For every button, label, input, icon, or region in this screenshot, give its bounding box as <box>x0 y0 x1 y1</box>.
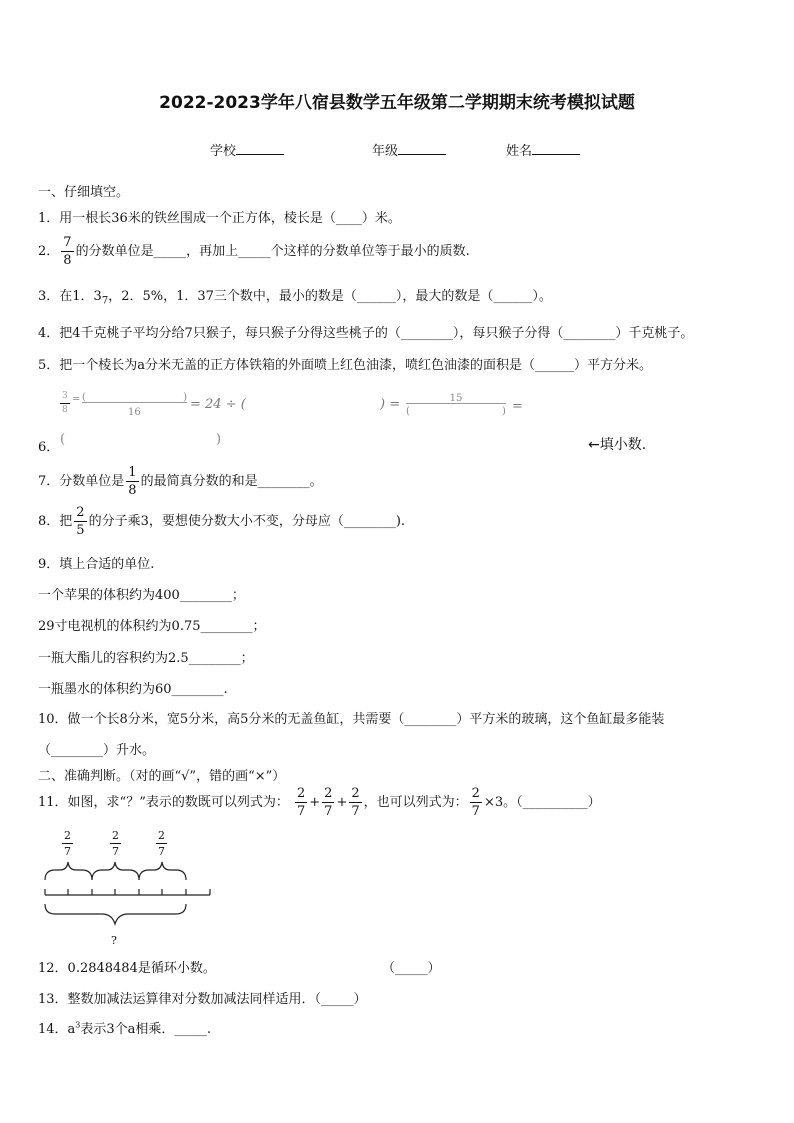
grade-field[interactable] <box>372 140 446 159</box>
fig-label-1: $\frac{2}{7}$ <box>64 829 71 858</box>
q6-eq2: = 24 ÷ ( <box>190 397 246 412</box>
question-1: 1．用一根长36米的铁丝围成一个正方体，棱长是（____）米。 <box>38 211 401 226</box>
question-12: 12．0.2848484是循环小数。 <box>38 961 216 976</box>
q6-rd-open: ( <box>406 406 410 417</box>
question-9d: 一瓶墨水的体积约为60________. <box>38 682 228 697</box>
q6-rd-close: ) <box>502 406 506 417</box>
number-line-figure <box>40 858 215 933</box>
brace-1 <box>45 862 92 880</box>
question-12-answer[interactable]: （_____） <box>382 961 441 976</box>
question-8: 8．把 $\frac{2}{5}$ 的分子乘3，要想使分数大小不变，分母应（________). <box>38 505 406 538</box>
q6-num-15: 15 <box>406 393 506 404</box>
page-title: 2022-2023学年八宿县数学五年级第二学期期末统考模拟试题 <box>159 93 635 113</box>
question-3: 3．在1．$3_7$，2．5%，1．37三个数中，最小的数是（______），最大的数是（______）。 <box>38 289 552 307</box>
fraction-7-8: $\frac{7}{8}$ <box>63 235 72 268</box>
fig-question-mark: ? <box>111 934 117 947</box>
q6-eq1: = <box>72 394 81 405</box>
question-11: 11．如图，求“？”表示的数既可以列式为： $\frac{2}{7}$ + $\frac{2}{7}$ + $\frac{2}{7}$ ，也可以列式为： $\frac{2}{7}$ ×3。（__________） <box>38 786 601 819</box>
question-10a: 10．做一个长8分米，宽5分米，高5分米的无盖鱼缸，共需要（________）平方米的玻璃，这个鱼缸最多能装 <box>38 712 665 727</box>
question-13: 13．整数加减法运算律对分数加减法同样适用．（_____） <box>38 992 367 1007</box>
name-label: 姓名 <box>506 144 533 159</box>
question-9a: 一个苹果的体积约为400________； <box>38 588 245 603</box>
question-9b: 29寸电视机的体积约为0.75________； <box>38 619 266 634</box>
q6-bottom-open[interactable]: ( <box>60 432 66 447</box>
brace-2 <box>92 862 139 880</box>
fig-label-3: $\frac{2}{7}$ <box>158 829 165 858</box>
school-field[interactable] <box>210 140 284 159</box>
q6-eq3: = <box>512 399 523 414</box>
q6-arrow-text: ←填小数. <box>588 437 647 453</box>
question-9c: 一瓶大酯儿的容积约为2.5________； <box>38 651 254 666</box>
question-14: 14．$a^3$表示3个a相乘．_____. <box>38 1020 212 1037</box>
q6-blank-fraction[interactable]: ( ) <box>82 392 187 403</box>
question-4: 4．把4千克桃子平均分给7只猴子，每只猴子分得这些桃子的（________），每只猴子分得（________）千克桃子。 <box>38 326 694 341</box>
bottom-brace <box>45 904 186 924</box>
question-10b: （________）升水。 <box>38 743 156 758</box>
section-2-heading: 二、准确判断。（对的画“√”，错的画“×”） <box>38 769 286 784</box>
question-9: 9．填上合适的单位. <box>38 557 155 572</box>
school-label: 学校 <box>210 144 237 159</box>
section-1-heading: 一、仔细填空。 <box>38 185 130 200</box>
q6-den-16: 16 <box>128 407 141 418</box>
q6-left-fraction: $\frac{3}{8}$ <box>62 391 68 415</box>
brace-3 <box>139 862 186 880</box>
q6-bottom-close: ) <box>216 432 222 447</box>
q6-label: 6． <box>38 440 60 455</box>
question-2: 2． $\frac{7}{8}$ 的分数单位是_____，再加上_____个这样的分数单位等于最小的质数. <box>38 235 470 268</box>
name-field[interactable] <box>506 140 580 159</box>
grade-label: 年级 <box>372 144 399 159</box>
q6-right-paren: ) = <box>380 397 401 412</box>
question-7: 7．分数单位是 $\frac{1}{8}$ 的最简真分数的和是________。 <box>38 465 323 498</box>
question-5: 5．把一个棱长为a分米无盖的正方体铁箱的外面喷上红色油漆，喷红色油漆的面积是（______）平方分米。 <box>38 358 653 373</box>
fig-label-2: $\frac{2}{7}$ <box>112 829 119 858</box>
